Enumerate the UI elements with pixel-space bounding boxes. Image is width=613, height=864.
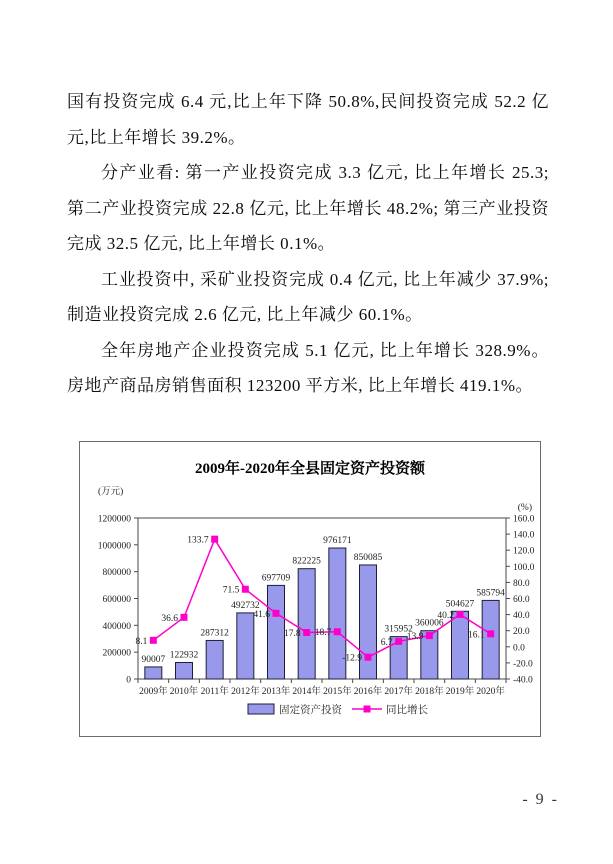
x-axis-label: 2010年 — [169, 687, 199, 697]
line-value-2016年: -12.9 — [342, 653, 362, 664]
growth-line — [153, 539, 490, 657]
paragraph-real-estate: 全年房地产企业投资完成 5.1 亿元, 比上年增长 328.9%。房地产商品房销售面积 123200 平方米, 比上年增长 419.1%。 — [67, 340, 549, 395]
x-axis-label: 2019年 — [445, 687, 475, 697]
page-number: - 9 - — [522, 791, 559, 808]
legend-bar-swatch — [248, 704, 274, 714]
line-marker-2020年 — [487, 630, 494, 637]
x-axis-label: 2009年 — [139, 687, 168, 697]
left-axis-unit: (万元) — [98, 487, 124, 497]
x-axis-label: 2014年 — [292, 687, 321, 697]
paragraph-industrial: 工业投资中, 采矿业投资完成 0.4 亿元, 比上年减少 37.9%; 制造业投资完成 2.6 亿元, 比上年减少 60.1%。 — [67, 269, 549, 324]
left-axis-tick-label: 1200000 — [97, 514, 131, 525]
bar-value-2020年: 585794 — [476, 588, 505, 599]
line-marker-2016年 — [365, 654, 372, 661]
line-marker-2019年 — [457, 611, 464, 618]
paragraph-state-investment: 国有投资完成 6.4 元,比上年下降 50.8%,民间投资完成 52.2 亿元,比上年增长 39.2%。 — [67, 92, 549, 147]
right-axis-tick-label: 80.0 — [513, 578, 530, 589]
line-value-2017年: 6.7 — [380, 637, 393, 648]
right-axis-tick-label: -40.0 — [513, 675, 533, 686]
legend-line-label: 同比增长 — [386, 705, 428, 716]
x-axis-label: 2013年 — [261, 687, 291, 697]
x-axis-label: 2012年 — [231, 687, 260, 697]
paragraph-by-industry: 分产业看: 第一产业投资完成 3.3 亿元, 比上年增长 25.3; 第二产业投资完成 22.8 亿元, 比上年增长 48.2%; 第三产业投资完成 32.5 亿元, 比上年增长 0.1%。 — [67, 163, 549, 253]
bar-2014年 — [298, 569, 315, 679]
fixed-asset-investment-chart — [80, 442, 540, 736]
bar-value-2014年: 822225 — [292, 556, 321, 567]
x-axis-label: 2020年 — [476, 687, 505, 697]
line-marker-2010年 — [181, 614, 188, 621]
left-axis-tick-label: 800000 — [102, 568, 131, 579]
line-value-2019年: 40.2 — [437, 610, 454, 621]
right-axis-tick-label: 140.0 — [513, 530, 535, 541]
bar-2013年 — [268, 585, 285, 679]
line-value-2014年: 17.8 — [284, 628, 301, 639]
left-axis-tick-label: 200000 — [102, 648, 131, 659]
line-marker-2015年 — [334, 628, 341, 635]
chart-title: 2009年-2020年全县固定资产投资额 — [195, 461, 425, 477]
legend-bar-label: 固定资产投资 — [279, 705, 342, 716]
plot-area — [98, 515, 535, 698]
right-axis-unit: (%) — [517, 503, 532, 513]
left-axis-tick-label: 0 — [126, 675, 131, 686]
line-value-2012年: 71.5 — [222, 585, 240, 596]
bar-value-2019年: 504627 — [445, 599, 475, 610]
right-axis-tick-label: 160.0 — [513, 514, 535, 525]
line-value-2020年: 16.1 — [468, 630, 485, 641]
right-axis-tick-label: 20.0 — [513, 627, 530, 638]
bar-value-2015年: 976171 — [323, 536, 352, 547]
bar-2016年 — [360, 565, 377, 679]
chart-legend — [248, 703, 428, 716]
bar-value-2017年: 315952 — [384, 624, 413, 635]
bar-value-2011年: 287312 — [200, 628, 229, 639]
x-axis-label: 2018年 — [415, 687, 444, 697]
right-axis-tick-label: 100.0 — [513, 562, 535, 573]
right-axis-tick-label: -20.0 — [513, 659, 533, 670]
bar-value-2013年: 697709 — [261, 573, 291, 584]
bar-2019年 — [452, 611, 469, 679]
line-marker-2009年 — [150, 637, 157, 644]
bar-2009年 — [145, 667, 162, 679]
bar-2010年 — [176, 663, 193, 679]
line-value-2011年: 133.7 — [187, 535, 209, 546]
bar-2011年 — [206, 640, 223, 679]
bar-value-2012年: 492732 — [231, 600, 260, 611]
line-value-2015年: 18.7 — [314, 628, 332, 639]
line-value-2018年: 13.9 — [406, 632, 424, 643]
left-axis-tick-label: 1000000 — [97, 541, 131, 552]
x-axis-label: 2011年 — [200, 687, 229, 697]
line-marker-2014年 — [303, 629, 310, 636]
x-axis-label: 2015年 — [323, 687, 352, 697]
bar-value-2009年: 90007 — [141, 654, 166, 665]
x-axis-label: 2016年 — [353, 687, 383, 697]
line-marker-2011年 — [211, 536, 218, 543]
chart-container — [79, 441, 541, 737]
legend-line-marker — [364, 706, 371, 713]
bar-value-2010年: 122932 — [169, 650, 199, 661]
left-axis-tick-label: 400000 — [102, 621, 131, 632]
line-marker-2017年 — [395, 638, 402, 645]
bar-value-2016年: 850085 — [353, 552, 383, 563]
bar-value-2018年: 360006 — [415, 618, 444, 629]
line-value-2010年: 36.6 — [161, 613, 178, 624]
left-axis-tick-label: 600000 — [102, 595, 131, 605]
line-value-2009年: 8.1 — [135, 636, 148, 647]
x-axis-label: 2017年 — [384, 687, 413, 697]
body-text — [67, 84, 549, 404]
line-value-2013年: 41.6 — [253, 609, 270, 620]
bar-2012年 — [237, 613, 254, 679]
line-marker-2018年 — [426, 632, 433, 639]
right-axis-tick-label: 120.0 — [513, 546, 535, 557]
right-axis-tick-label: 40.0 — [513, 611, 530, 622]
bar-2020年 — [482, 600, 499, 679]
line-marker-2012年 — [242, 586, 249, 593]
right-axis-tick-label: 0.0 — [513, 643, 525, 654]
line-marker-2013年 — [273, 610, 280, 617]
right-axis-tick-label: 60.0 — [513, 595, 530, 605]
